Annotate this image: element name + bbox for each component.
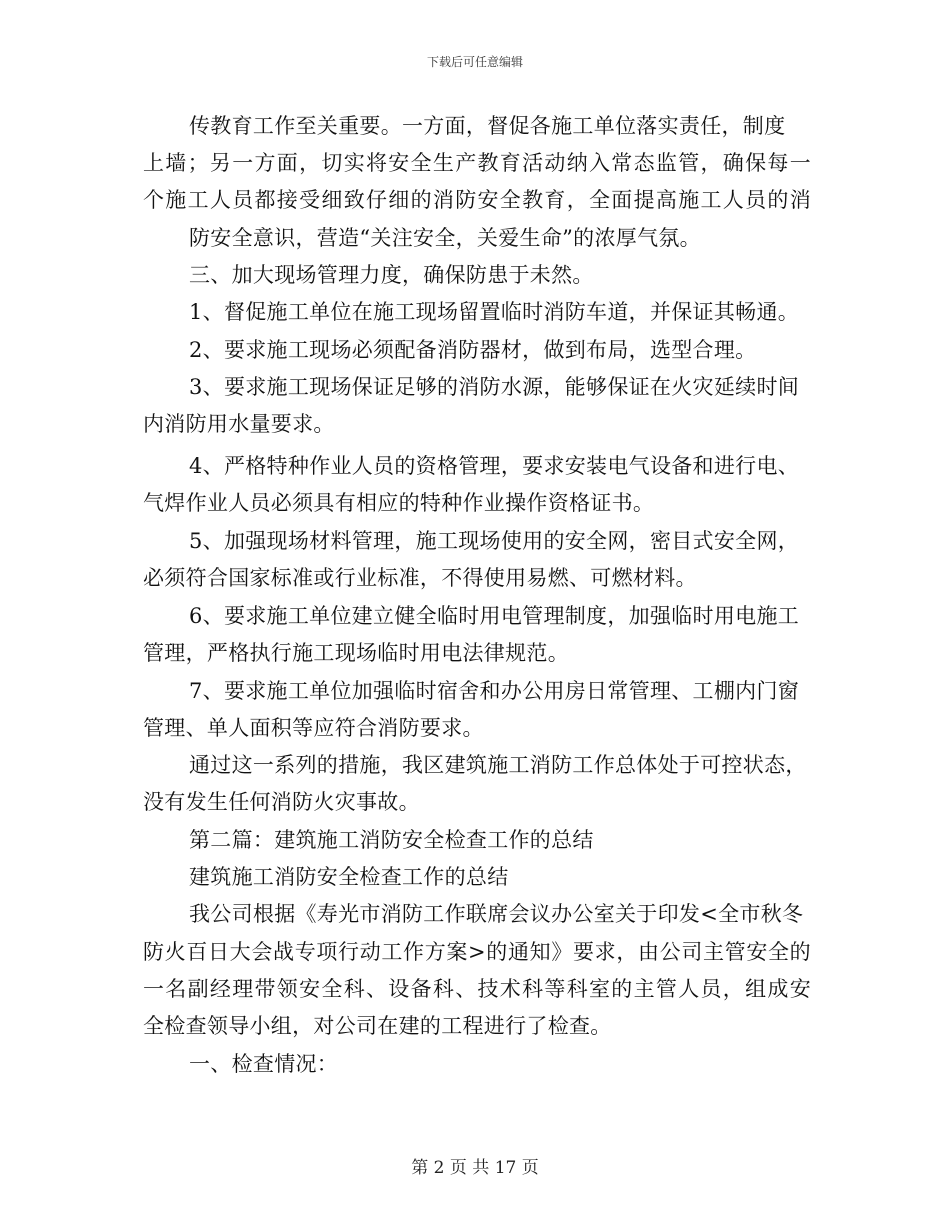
- list-item: 4、严格特种作业人员的资格管理，要求安装电气设备和进行电、: [189, 454, 800, 478]
- paragraph-line: 没有发生任何消防火灾事故。: [143, 790, 420, 814]
- page-number-footer: 第 2 页 共 17 页: [411, 1158, 539, 1178]
- list-item: 3、要求施工现场保证足够的消防水源，能够保证在火灾延续时间: [189, 375, 800, 399]
- list-item-continuation: 必须符合国家标准或行业标准，不得使用易燃、可燃材料。: [143, 566, 697, 590]
- paragraph-line: 上墙；另一方面，切实将安全生产教育活动纳入常态监管，确保每一: [143, 151, 811, 175]
- list-item-continuation: 气焊作业人员必须具有相应的特种作业操作资格证书。: [143, 491, 655, 515]
- list-item-continuation: 管理，严格执行施工现场临时用电法律规范。: [143, 641, 569, 665]
- list-item: 5、加强现场材料管理，施工现场使用的安全网，密目式安全网，: [189, 529, 800, 553]
- paragraph-line: 防安全意识，营造“关注安全，关爱生命”的浓厚气氛。: [189, 226, 701, 250]
- paragraph-line: 传教育工作至关重要。一方面，督促各施工单位落实责任，制度: [189, 114, 786, 138]
- paragraph-line: 我公司根据《寿光市消防工作联席会议办公室关于印发<全市秋冬: [189, 902, 804, 926]
- list-item: 6、要求施工单位建立健全临时用电管理制度，加强临时用电施工: [189, 604, 800, 628]
- section-heading: 三、加大现场管理力度，确保防患于未然。: [189, 263, 594, 287]
- section-heading: 一、检查情况：: [189, 1052, 339, 1076]
- paragraph-line: 防火百日大会战专项行动工作方案>的通知》要求，由公司主管安全的: [143, 940, 811, 964]
- chapter-heading: 第二篇：建筑施工消防安全检查工作的总结: [189, 828, 594, 852]
- paragraph-line: 通过这一系列的措施，我区建筑施工消防工作总体处于可控状态，: [189, 753, 807, 777]
- paragraph-line: 全检查领导小组，对公司在建的工程进行了检查。: [143, 1014, 612, 1038]
- paragraph-line: 一名副经理带领安全科、设备科、技术科等科室的主管人员，组成安: [143, 977, 811, 1001]
- list-item: 1、督促施工单位在施工现场留置临时消防车道，并保证其畅通。: [189, 300, 800, 324]
- list-item-continuation: 内消防用水量要求。: [143, 412, 335, 436]
- list-item: 2、要求施工现场必须配备消防器材，做到布局，选型合理。: [189, 338, 757, 362]
- page-header-note: 下载后可任意编辑: [426, 55, 523, 69]
- paragraph-line: 个施工人员都接受细致仔细的消防安全教育，全面提高施工人员的消: [143, 188, 811, 212]
- chapter-title: 建筑施工消防安全检查工作的总结: [189, 865, 509, 889]
- list-item: 7、要求施工单位加强临时宿舍和办公用房日常管理、工棚内门窗: [189, 679, 800, 703]
- list-item-continuation: 管理、单人面积等应符合消防要求。: [143, 716, 484, 740]
